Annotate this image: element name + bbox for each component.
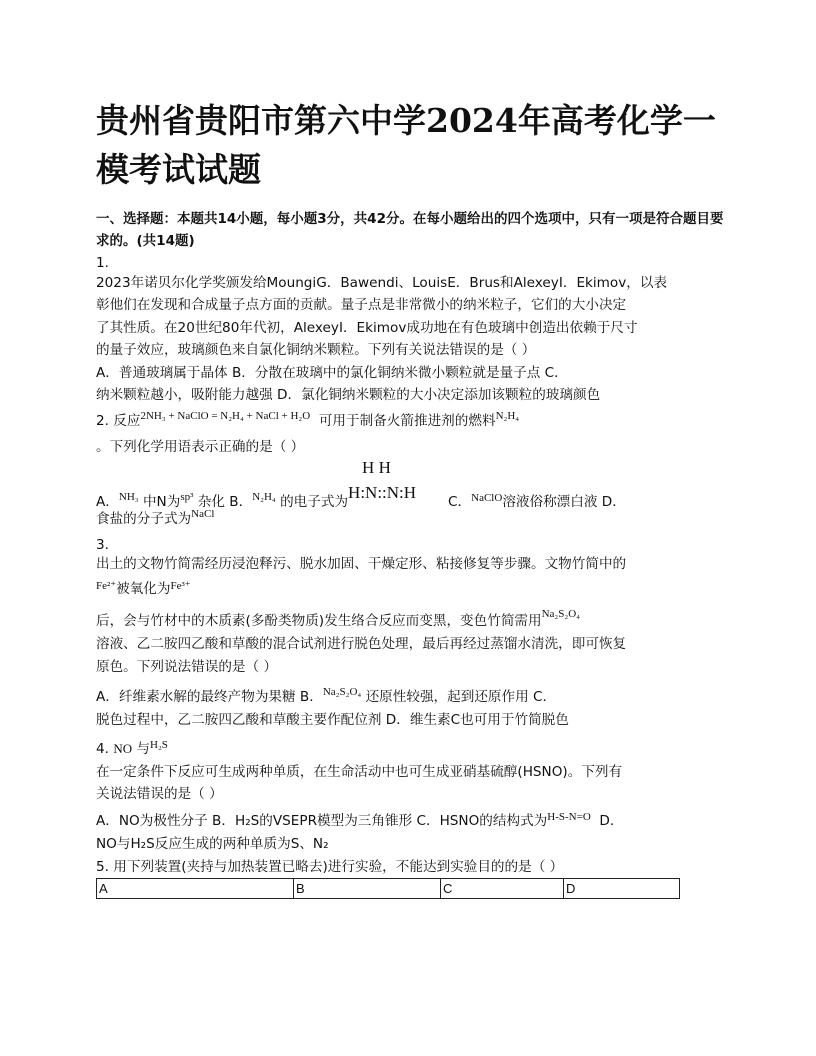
- q3-mid-text: 被氧化为: [116, 581, 171, 597]
- q3-fe3-ion: Fe³⁺: [170, 580, 191, 592]
- table-row: [97, 879, 680, 899]
- q4-options-line1: [96, 810, 726, 833]
- q2-opt-a-label: A．: [96, 494, 119, 510]
- section-heading: 一、选择题：本题共14小题，每小题3分，共42分。在每小题给出的四个选项中，只有一项是符合题目要求的。(共14题): [96, 211, 724, 249]
- q2-lead: 2. 反应: [96, 413, 141, 429]
- q1-text-line3: 了其性质。在20世纪80年代初，AlexeyI．Ekimov成功地在有色玻璃中创造出依赖于尺寸: [96, 320, 638, 336]
- q5-cell-a: A: [97, 879, 294, 899]
- q4-options-line2: NO与H₂S反应生成的两种单质为S、N₂: [96, 836, 329, 852]
- q3-options-line1: [96, 686, 726, 709]
- q4-opt-d-label: D．: [599, 813, 624, 829]
- q2-stem-end: 。下列化学用语表示正确的是（ ）: [96, 439, 305, 455]
- q4-structure-formula: H-S-N=O: [547, 811, 591, 823]
- q5-stem: 5. 用下列装置(夹持与加热装置已略去)进行实验，不能达到实验目的的是（ ）: [96, 859, 564, 875]
- q3-opt-b-formula: Na₂S₂O₄: [322, 686, 362, 698]
- q4-h2s-formula: H₂S: [150, 739, 168, 751]
- q4-no-formula: NO: [113, 741, 133, 756]
- q3-text-line5: 原色。下列说法错误的是（ ）: [96, 659, 278, 675]
- q2-mid-text: 可用于制备火箭推进剂的燃料: [318, 413, 496, 429]
- q4-text-line3: 关说法错误的是（ ）: [96, 786, 223, 802]
- q5-cell-b: B: [294, 879, 441, 899]
- q3-opt-a-text: A．纤维素水解的最终产物为果糖 B．: [96, 689, 323, 705]
- q2-fuel-formula: N₂H₄: [495, 410, 520, 422]
- page-title: 贵州省贵阳市第六中学2024年高考化学一模考试试题: [96, 101, 716, 189]
- q2-opt-b-text: 的电子式为: [280, 494, 349, 510]
- q4-text-line2: 在一定条件下反应可生成两种单质，在生命活动中也可生成亚硝基硫醇(HSNO)。下列有: [96, 764, 623, 780]
- q1-options-line2: 纳米颗粒越小，吸附能力越强 D．氯化铜纳米颗粒的大小决定添加该颗粒的玻璃颜色: [96, 387, 601, 403]
- q3-reagent-formula: Na₂S₂O₄: [541, 608, 581, 620]
- q3-text-line3: [96, 610, 726, 633]
- lewis-main-row: H:N::N:H: [348, 483, 417, 502]
- q3-text-line4: 溶液、乙二胺四乙酸和草酸的混合试剂进行脱色处理，最后再经过蒸馏水清洗，即可恢复: [96, 636, 627, 652]
- q2-opt-a-end: 杂化 B．: [197, 494, 253, 510]
- q2-opt-c-label: C．: [448, 494, 472, 510]
- q2-equation: 2NH₃ + NaClO = N₂H₄ + NaCl + H₂O: [140, 410, 311, 422]
- lewis-top-row: H H: [362, 458, 391, 477]
- q5-cell-d: D: [564, 879, 680, 899]
- q2-opt-d-text: 食盐的分子式为: [96, 511, 192, 527]
- q2-opt-c-formula: NaClO: [471, 492, 503, 504]
- q4-opt-text: A．NO为极性分子 B．H₂S的VSEPR模型为三角锥形 C．HSNO的结构式为: [96, 813, 548, 829]
- q3-options-line2: 脱色过程中，乙二胺四乙酸和草酸主要作配位剂 D．维生素C也可用于竹简脱色: [96, 712, 569, 728]
- q3-fe2-ion: Fe²⁺: [96, 580, 117, 592]
- q3-opt-b-text: 还原性较强，起到还原作用 C．: [365, 689, 557, 705]
- lewis-structure-n2h4: [348, 458, 448, 506]
- q2-stem-line1: [96, 410, 726, 433]
- q2-opt-a-hybrid: sp³: [180, 491, 194, 503]
- q2-opt-a-formula: NH₃: [118, 491, 139, 503]
- q2-opt-b-formula: N₂H₄: [252, 491, 276, 503]
- q1-options-line1: A．普通玻璃属于晶体 B．分散在玻璃中的氯化铜纳米微小颗粒就是量子点 C．: [96, 365, 568, 381]
- q2-opt-a-mid: 中N为: [142, 494, 181, 510]
- q3-text-line2: [96, 578, 726, 601]
- q1-text-line4: 的量子效应，玻璃颜色来自氯化铜纳米颗粒。下列有关说法错误的是（ ）: [96, 342, 536, 358]
- q3-text-line3-content: 后，会与竹材中的木质素(多酚类物质)发生络合反应而变黑，变色竹简需用: [96, 613, 542, 629]
- q1-text-line2: 彰他们在发现和合成量子点方面的贡献。量子点是非常微小的纳米粒子，它们的大小决定: [96, 297, 627, 313]
- q4-stem-line1: [96, 738, 726, 761]
- q2-opt-d-formula: NaCl: [191, 508, 215, 520]
- q4-number: 4.: [96, 741, 109, 757]
- q3-number: 3.: [96, 537, 109, 553]
- q1-number: 1.: [96, 255, 109, 271]
- q2-options-line2: [96, 508, 726, 531]
- q5-options-table: [96, 878, 680, 899]
- q3-text-line1: 出土的文物竹简需经历浸泡释污、脱水加固、干燥定形、粘接修复等步骤。文物竹简中的: [96, 556, 627, 572]
- q4-with: 与: [136, 741, 151, 757]
- q5-cell-c: C: [441, 879, 564, 899]
- q2-opt-c-text: 溶液俗称漂白液 D．: [502, 494, 626, 510]
- q1-text-line1: 2023年诺贝尔化学奖颁发给MoungiG．Bawendi、LouisE．Brus和AlexeyI．Ekimov，以表: [96, 275, 668, 291]
